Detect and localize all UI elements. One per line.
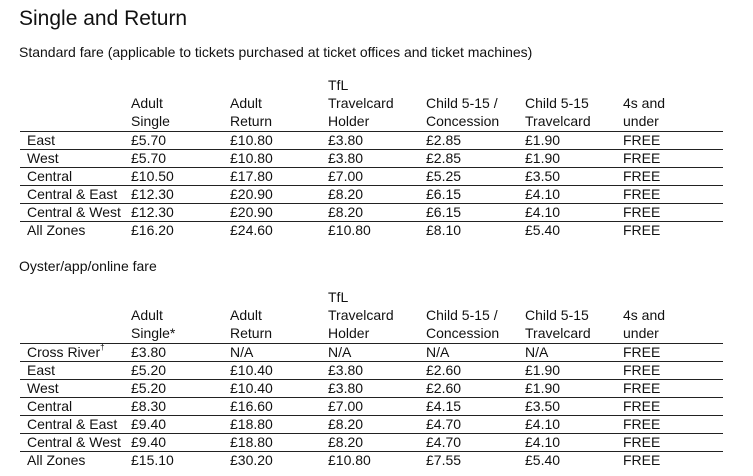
column-header-line: 4s and	[623, 95, 666, 111]
column-header-line: Child 5-15 /	[426, 307, 498, 323]
fare-cell: £9.40	[131, 434, 230, 452]
zone-cell	[20, 132, 131, 150]
fare-cell: £8.20	[328, 186, 426, 204]
oyster-fare-table	[20, 288, 723, 469]
column-header-line: Adult	[131, 95, 163, 111]
fare-cell: £12.30	[131, 186, 230, 204]
fare-cell: £4.10	[525, 204, 623, 222]
fare-cell: £18.80	[230, 416, 328, 434]
fare-cell: £5.40	[525, 452, 623, 470]
column-header-line: Concession	[426, 113, 500, 129]
column-header	[426, 288, 525, 344]
table-row	[20, 452, 723, 470]
fare-cell: £4.10	[525, 416, 623, 434]
column-header	[131, 76, 230, 132]
fare-cell: £17.80	[230, 168, 328, 186]
column-header-line: Single	[131, 113, 170, 129]
table-row	[20, 186, 723, 204]
fare-cell: FREE	[623, 186, 723, 204]
fare-cell: £10.50	[131, 168, 230, 186]
column-header-line: Holder	[328, 113, 370, 129]
column-header-line	[20, 324, 131, 342]
fare-cell: £2.60	[426, 380, 525, 398]
fare-cell: £10.80	[230, 150, 328, 168]
fare-cell: £8.20	[328, 204, 426, 222]
column-header-line: under	[623, 113, 659, 129]
fare-cell: £10.80	[328, 452, 426, 470]
fare-cell: £1.90	[525, 362, 623, 380]
zone-label: Central	[27, 168, 73, 184]
zone-label: Central & East	[27, 416, 118, 432]
fare-cell: £3.80	[328, 380, 426, 398]
fare-cell: N/A	[426, 344, 525, 362]
table-row	[20, 416, 723, 434]
header-row	[20, 288, 723, 344]
zone-cell	[20, 380, 131, 398]
fare-cell: £4.70	[426, 416, 525, 434]
fare-cell: £7.00	[328, 168, 426, 186]
fare-cell: £30.20	[230, 452, 328, 470]
fare-cell: FREE	[623, 132, 723, 150]
column-header-line: Adult	[131, 307, 163, 323]
column-header-line: Child 5-15	[525, 307, 589, 323]
fare-cell: FREE	[623, 168, 723, 186]
column-header-line	[623, 288, 723, 306]
column-header	[328, 288, 426, 344]
column-header	[525, 76, 623, 132]
fare-cell: £8.10	[426, 222, 525, 240]
fare-cell: £20.90	[230, 204, 328, 222]
fare-cell: £3.80	[328, 132, 426, 150]
fare-cell: £3.80	[328, 150, 426, 168]
fare-cell: £3.50	[525, 398, 623, 416]
column-header-line	[20, 306, 131, 324]
fare-cell: £5.40	[525, 222, 623, 240]
fare-cell: £8.30	[131, 398, 230, 416]
fare-cell: £1.90	[525, 132, 623, 150]
column-header-line: Adult	[230, 95, 262, 111]
zone-cell	[20, 362, 131, 380]
column-header-line: 4s and	[623, 307, 666, 323]
column-header	[131, 288, 230, 344]
fare-cell: £7.55	[426, 452, 525, 470]
fare-cell: £18.80	[230, 434, 328, 452]
column-header-line: Concession	[426, 325, 500, 341]
zone-label: West	[27, 380, 59, 396]
column-header	[623, 288, 723, 344]
column-header-line: Travelcard	[525, 113, 591, 129]
fare-cell: £2.60	[426, 362, 525, 380]
fare-cell: £5.70	[131, 150, 230, 168]
fare-cell: £4.70	[426, 434, 525, 452]
fare-cell: £12.30	[131, 204, 230, 222]
table-row	[20, 132, 723, 150]
fare-cell: £5.20	[131, 380, 230, 398]
column-header-line	[20, 112, 131, 130]
fare-cell: £16.20	[131, 222, 230, 240]
fare-cell: FREE	[623, 416, 723, 434]
zone-label: Central & East	[27, 186, 118, 202]
column-header-line	[131, 288, 230, 306]
column-header-line: TfL	[328, 289, 349, 305]
column-header-line: Holder	[328, 325, 370, 341]
fare-cell: £9.40	[131, 416, 230, 434]
column-header	[20, 288, 131, 344]
column-header-line: Adult	[230, 307, 262, 323]
fare-cell: £10.40	[230, 380, 328, 398]
column-header-line	[230, 76, 328, 94]
column-header-line: Child 5-15	[525, 95, 589, 111]
table-row	[20, 150, 723, 168]
zone-label: West	[27, 150, 59, 166]
fare-cell: £5.25	[426, 168, 525, 186]
fare-cell: £3.50	[525, 168, 623, 186]
table-row	[20, 168, 723, 186]
table-row	[20, 344, 723, 362]
zone-label: Central & West	[27, 204, 121, 220]
fare-cell: £24.60	[230, 222, 328, 240]
zone-cell	[20, 398, 131, 416]
column-header-line	[525, 288, 623, 306]
zone-label: Central	[27, 398, 73, 414]
fare-cell: £10.40	[230, 362, 328, 380]
column-header-line: Travelcard	[328, 307, 394, 323]
zone-cell	[20, 416, 131, 434]
table-row	[20, 362, 723, 380]
column-header	[230, 76, 328, 132]
fare-cell: £6.15	[426, 204, 525, 222]
zone-cell	[20, 222, 131, 240]
fare-cell: £1.90	[525, 380, 623, 398]
standard-fare-table	[20, 76, 723, 239]
column-header	[426, 76, 525, 132]
fare-cell: FREE	[623, 204, 723, 222]
zone-cell	[20, 150, 131, 168]
oyster-fare-caption: Oyster/app/online fare	[19, 258, 157, 274]
fare-cell: FREE	[623, 380, 723, 398]
zone-cell	[20, 344, 131, 362]
zone-label: All Zones	[27, 452, 86, 468]
fare-cell: FREE	[623, 344, 723, 362]
zone-cell	[20, 168, 131, 186]
column-header-line: Child 5-15 /	[426, 95, 498, 111]
zone-label: Central & West	[27, 434, 121, 450]
column-header	[623, 76, 723, 132]
column-header-line	[426, 288, 525, 306]
column-header	[230, 288, 328, 344]
table-row	[20, 434, 723, 452]
footnote-mark: †	[100, 343, 105, 352]
table-row	[20, 398, 723, 416]
fare-cell: £5.20	[131, 362, 230, 380]
column-header	[328, 76, 426, 132]
fare-cell: £16.60	[230, 398, 328, 416]
column-header-line	[230, 288, 328, 306]
fare-cell: N/A	[230, 344, 328, 362]
table-row	[20, 222, 723, 240]
fare-cell: FREE	[623, 150, 723, 168]
column-header-line	[623, 76, 723, 94]
fare-cell: £15.10	[131, 452, 230, 470]
column-header-line: Single*	[131, 325, 176, 341]
column-header	[525, 288, 623, 344]
fare-cell: FREE	[623, 362, 723, 380]
fare-cell: £6.15	[426, 186, 525, 204]
fare-cell: £3.80	[131, 344, 230, 362]
column-header-line	[426, 76, 525, 94]
column-header-line	[525, 76, 623, 94]
fare-cell: FREE	[623, 434, 723, 452]
column-header-line	[20, 94, 131, 112]
fare-cell: £4.15	[426, 398, 525, 416]
table-row	[20, 380, 723, 398]
fare-cell: £20.90	[230, 186, 328, 204]
zone-cell	[20, 186, 131, 204]
column-header-line: under	[623, 325, 659, 341]
header-row	[20, 76, 723, 132]
column-header-line	[131, 76, 230, 94]
zone-cell	[20, 452, 131, 470]
fare-cell: FREE	[623, 222, 723, 240]
column-header	[20, 76, 131, 132]
column-header-line: Travelcard	[328, 95, 394, 111]
zone-cell	[20, 434, 131, 452]
zone-label: Cross River	[27, 344, 101, 360]
fare-cell: £1.90	[525, 150, 623, 168]
fare-cell: £4.10	[525, 186, 623, 204]
fare-cell: £2.85	[426, 132, 525, 150]
fare-cell: FREE	[623, 398, 723, 416]
column-header-line: TfL	[328, 77, 349, 93]
zone-label: East	[27, 362, 56, 378]
fare-cell: £10.80	[328, 222, 426, 240]
fare-cell: £2.85	[426, 150, 525, 168]
column-header-line: Travelcard	[525, 325, 591, 341]
fare-cell: N/A	[328, 344, 426, 362]
fare-cell: FREE	[623, 452, 723, 470]
fare-cell: £5.70	[131, 132, 230, 150]
fare-cell: £8.20	[328, 416, 426, 434]
table-row	[20, 204, 723, 222]
fare-cell: £4.10	[525, 434, 623, 452]
column-header-line: Return	[230, 325, 273, 341]
fare-cell: £7.00	[328, 398, 426, 416]
standard-fare-caption: Standard fare (applicable to tickets purchased at ticket offices and ticket machines)	[19, 44, 533, 60]
fare-cell: £10.80	[230, 132, 328, 150]
fare-cell: £3.80	[328, 362, 426, 380]
fare-cell: N/A	[525, 344, 623, 362]
column-header-line: Return	[230, 113, 273, 129]
zone-label: All Zones	[27, 222, 86, 238]
fare-cell: £8.20	[328, 434, 426, 452]
page-title: Single and Return	[19, 7, 188, 30]
zone-cell	[20, 204, 131, 222]
zone-label: East	[27, 132, 56, 148]
